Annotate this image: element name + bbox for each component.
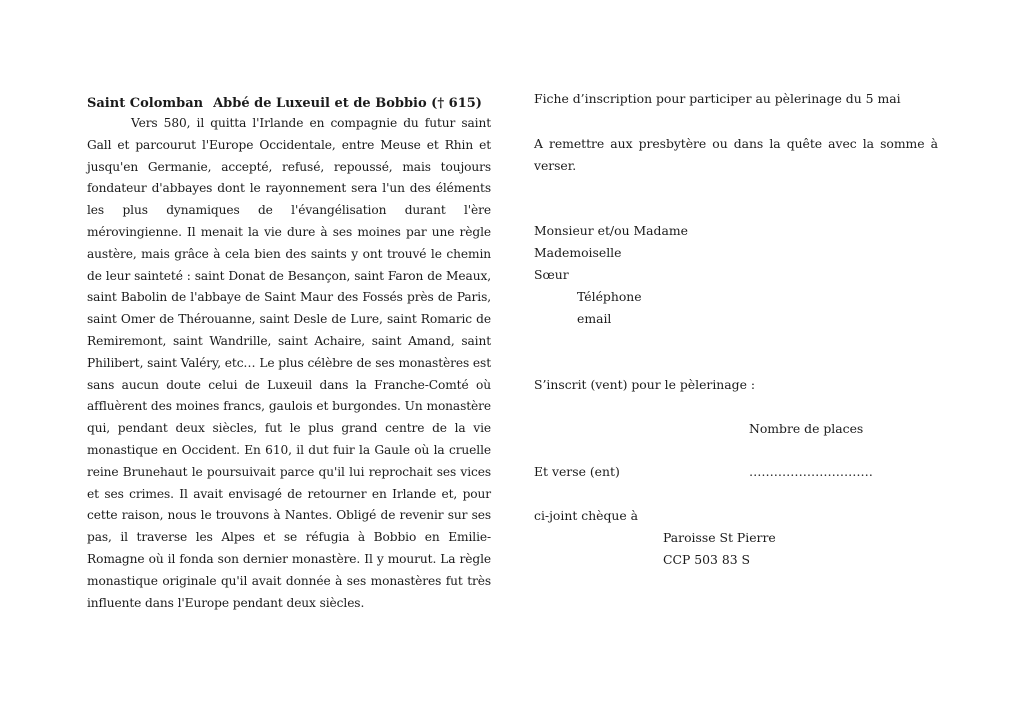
left-column	[87, 94, 491, 614]
telephone-label: Téléphone	[577, 289, 642, 304]
paroisse-label: Paroisse St Pierre	[663, 530, 776, 545]
cheque-label: ci-joint chèque à	[534, 508, 639, 523]
form-heading: Fiche d’inscription pour participer au pèlerinage du 5 mai	[534, 91, 901, 106]
inscription-label: S’inscrit (vent) pour le pèlerinage :	[534, 377, 756, 392]
form-instructions: A remettre aux presbytère ou dans la quête avec la somme à verser.	[534, 136, 938, 173]
email-label: email	[577, 311, 612, 326]
salutation-label: Monsieur et/ou Madame	[534, 223, 688, 238]
ccp-label: CCP 503 83 S	[663, 552, 751, 567]
mademoiselle-label: Mademoiselle	[534, 245, 622, 260]
verse-amount-dots: …………………………	[749, 464, 873, 479]
soeur-label: Sœur	[534, 267, 569, 282]
article-title	[87, 94, 491, 113]
article-title-subtitle: Abbé de Luxeuil et de Bobbio († 615)	[213, 96, 482, 111]
nombre-places-label: Nombre de places	[749, 421, 864, 436]
article-title-name: Saint Colomban	[87, 96, 204, 111]
article-body: Vers 580, il quitta l'Irlande en compagnie du futur saint Gall et parcourut l'Europe Occidentale, entre Meuse et Rhin et jusqu'en Germanie, accepté, refusé, repoussé, mais toujours fondateur d'abbayes dont le rayonnement sera l'un des éléments les plus dynamiques de l'évangélisation durant l'ère mérovingienne. Il menait la vie dure à ses moines par une règle austère, mais grâce à cela bien des saints y ont trouvé le chemin de leur sainteté : saint Donat de Besançon, saint Faron de Meaux, saint Babolin de l'abbaye de Saint Maur des Fossés près de Paris, saint Omer de Thérouanne, saint Desle de Lure, saint Romaric de Remiremont, saint Wandrille, saint Achaire, saint Amand, saint Philibert, saint Valéry, etc… Le plus célèbre de ses monastères est sans aucun doute celui de Luxeuil dans la Franche-Comté où affluèrent des moines francs, gaulois et burgondes. Un monastère qui, pendant deux siècles, fut le plus grand centre de la vie monastique en Occident. En 610, il dut fuir la Gaule où la cruelle reine Brunehaut le poursuivait parce qu'il lui reprochait ses vices et ses crimes. Il avait envisagé de retourner en Irlande et, pour cette raison, nous le trouvons à Nantes. Obligé de revenir sur ses pas, il traverse les Alpes et se réfugia à Bobbio en Emilie-Romagne où il fonda son dernier monastère. Il y mourut. La règle monastique originale qu'il avait donnée à ses monastères fut très influente dans l'Europe pendant deux siècles.	[87, 116, 491, 610]
verse-label: Et verse (ent)	[534, 464, 620, 479]
